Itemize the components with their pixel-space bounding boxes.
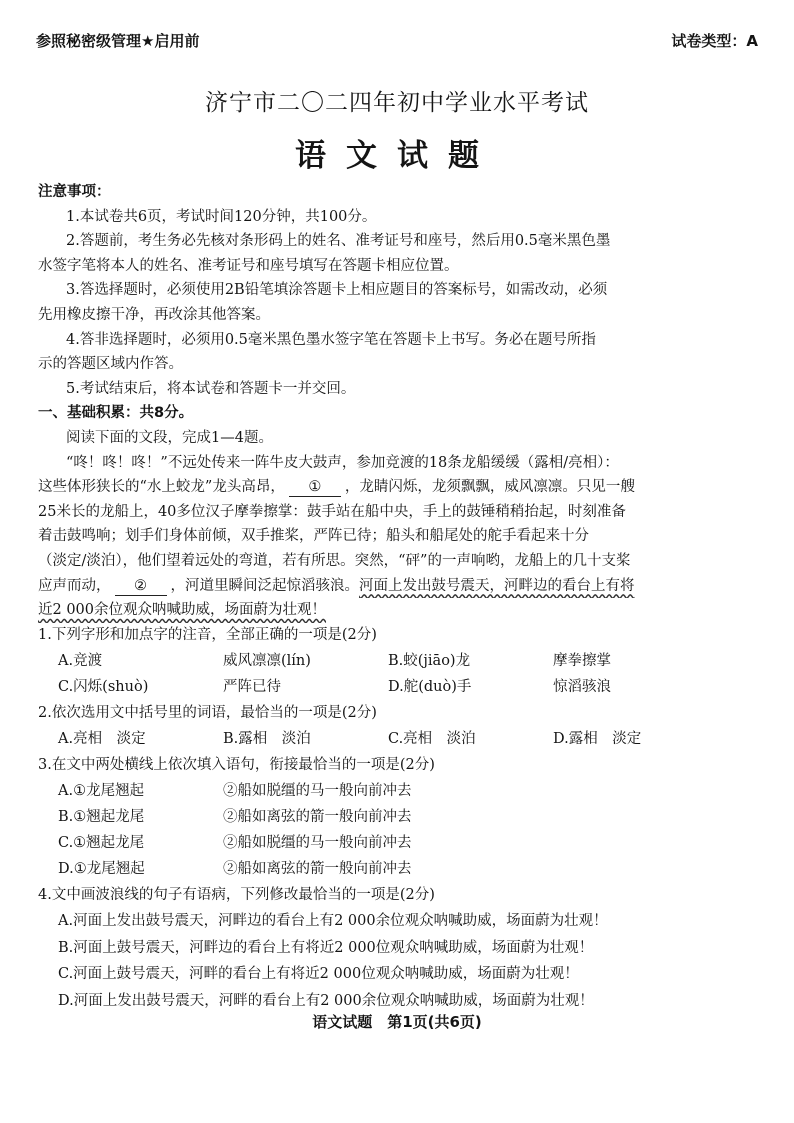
option-d[interactable]: D.舵(duò)手: [388, 679, 472, 695]
wavy-underlined-sentence: 近2 000余位观众呐喊助威，场面蔚为壮观！: [38, 602, 327, 619]
option-c-detail: 严阵已待: [223, 679, 281, 695]
paper-type-label: 试卷类型：A: [671, 32, 758, 50]
question-stem: 3.在文中两处横线上依次填入语句，衔接最恰当的一项是(2分): [38, 757, 435, 773]
passage-text: 这些体形狭长的“水上蛟龙”龙头高昂，: [38, 479, 285, 496]
option-row[interactable]: [38, 830, 758, 856]
notice-item: 1.本试卷共6页，考试时间120分钟，共100分。: [66, 208, 377, 225]
question-stem: 4.文中画波浪线的句子有语病，下列修改最恰当的一项是(2分): [38, 887, 435, 903]
option-row[interactable]: [38, 856, 758, 882]
passage-line: [38, 574, 758, 599]
option-d-detail: ②船如离弦的箭一般向前冲去: [223, 861, 412, 877]
notice-item: 2.答题前，考生务必先核对条形码上的姓名、准考证号和座号，然后用0.5毫米黑色墨: [66, 233, 611, 250]
notice-item: 水签字笔将本人的姓名、准考证号和座号填写在答题卡相应位置。: [38, 257, 459, 274]
exam-title: 济宁市二〇二四年初中学业水平考试: [205, 90, 589, 116]
option-row: [38, 674, 758, 700]
question-stem: 1.下列字形和加点字的注音，全部正确的一项是(2分): [38, 627, 377, 643]
section-heading: 一、基础积累：共8分。: [38, 405, 194, 422]
passage-line: 25米长的龙船上，40多位汉子摩拳擦掌：鼓手站在船中央，手上的鼓锤稍稍抬起，时刻准备: [38, 503, 626, 520]
wavy-underlined-sentence: 河面上发出鼓号震天，河畔边的看台上有将: [359, 577, 635, 594]
option-d[interactable]: D.露相 淡定: [553, 731, 642, 747]
option-d[interactable]: D.①龙尾翘起: [58, 861, 145, 877]
option-c-detail: ②船如脱缰的马一般向前冲去: [223, 835, 412, 851]
passage-line: [38, 598, 758, 623]
option-a[interactable]: A.河面上发出鼓号震天，河畔边的看台上有2 000余位观众呐喊助威，场面蔚为壮观！: [58, 913, 608, 929]
subject-title: 语文试题: [295, 138, 499, 174]
passage-line: “咚！咚！咚！”不远处传来一阵牛皮大鼓声，参加竞渡的18条龙船缓缓（露相/亮相）：: [66, 454, 619, 471]
option-a-detail: ②船如脱缰的马一般向前冲去: [223, 783, 412, 799]
option-d[interactable]: D.河面上发出鼓号震天，河畔的看台上有2 000余位观众呐喊助威，场面蔚为壮观！: [58, 992, 594, 1009]
exam-body: [38, 180, 758, 623]
blank-1: ①: [289, 478, 341, 497]
option-d-detail: 惊滔骇浪: [553, 679, 611, 695]
notice-item: 3.答选择题时，必须使用2B铅笔填涂答题卡上相应题目的答案标号，如需改动，必须: [66, 282, 608, 299]
notice-item: 5.考试结束后，将本试卷和答题卡一并交回。: [66, 380, 356, 397]
option-a[interactable]: A.竞渡: [58, 653, 103, 669]
option-c[interactable]: C.河面上鼓号震天，河畔的看台上有将近2 000位观众呐喊助威，场面蔚为壮观！: [58, 966, 579, 982]
question-stem: 2.依次选用文中括号里的词语，最恰当的一项是(2分): [38, 705, 377, 721]
page-footer: 语文试题 第1页(共6页): [312, 1013, 482, 1031]
option-row[interactable]: [38, 778, 758, 804]
option-b[interactable]: B.河面上鼓号震天，河畔边的看台上有将近2 000位观众呐喊助威，场面蔚为壮观！: [58, 939, 594, 956]
passage-text: 应声而动，: [38, 577, 111, 594]
option-c[interactable]: C.亮相 淡泊: [388, 731, 476, 747]
option-row: [38, 726, 758, 752]
option-a[interactable]: A.亮相 淡定: [58, 731, 146, 747]
option-row[interactable]: [38, 804, 758, 830]
passage-line: （淡定/淡泊），他们望着远处的弯道，若有所思。突然，“砰”的一声响哟，龙船上的几十支桨: [38, 552, 631, 569]
blank-2: ②: [115, 577, 167, 596]
option-a[interactable]: A.①龙尾翘起: [58, 783, 145, 799]
notice-item: 4.答非选择题时，必须用0.5毫米黑色墨水签字笔在答题卡上书写。务必在题号所指: [66, 331, 596, 348]
confidentiality-label: 参照秘密级管理★启用前: [36, 32, 200, 50]
option-a-detail: 威风凛凛(lín): [223, 653, 311, 669]
option-b-detail: ②船如离弦的箭一般向前冲去: [223, 809, 412, 825]
notice-item: 示的答题区域内作答。: [38, 356, 183, 373]
reading-instruction: 阅读下面的文段，完成1—4题。: [66, 429, 273, 446]
passage-text: ，龙睛闪烁，龙须飘飘，威风凛凛。只见一艘: [344, 479, 635, 496]
passage-text: ，河道里瞬间泛起惊滔骇浪。: [170, 577, 359, 594]
option-c[interactable]: C.①翘起龙尾: [58, 835, 145, 851]
notice-item: 先用橡皮擦干净，再改涂其他答案。: [38, 306, 270, 323]
option-c[interactable]: C.闪烁(shuò): [58, 679, 149, 695]
option-b[interactable]: B.蛟(jiāo)龙: [388, 653, 471, 669]
questions: [38, 622, 758, 1014]
notice-heading: 注意事项：: [38, 184, 111, 200]
option-b[interactable]: B.①翘起龙尾: [58, 809, 145, 825]
passage-line: 着击鼓鸣响；划手们身体前倾，双手推桨，严阵已待；船头和船尾处的舵手看起来十分: [38, 528, 589, 545]
option-row: [38, 648, 758, 674]
option-b-detail: 摩拳擦掌: [553, 653, 611, 669]
passage-line: [38, 475, 758, 500]
option-b[interactable]: B.露相 淡泊: [223, 731, 311, 747]
